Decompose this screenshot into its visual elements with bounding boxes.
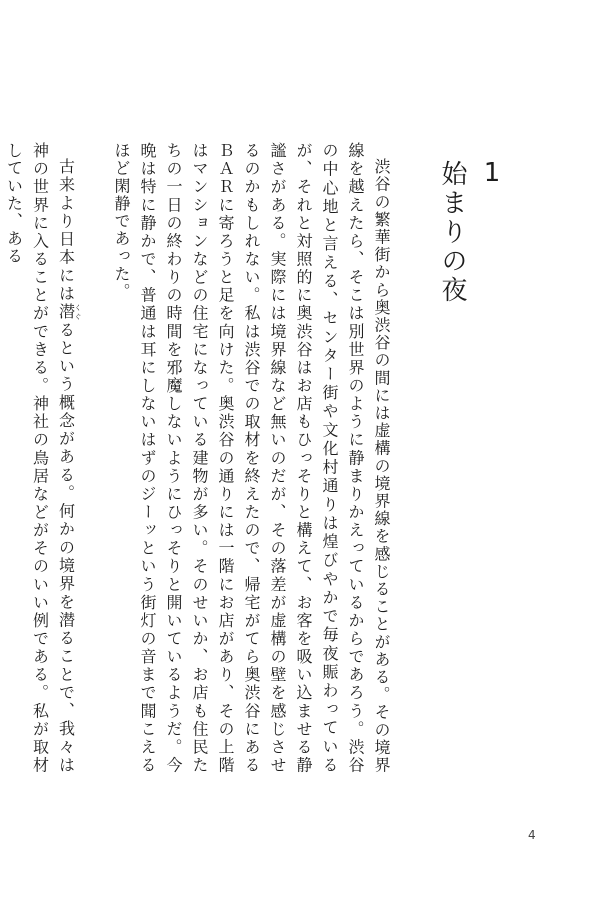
paragraph-2 (1, 142, 83, 774)
chapter-heading (432, 160, 512, 420)
paragraph-2-after: るという概念がある。何かの境界を潜ることで、我々は神の世界に入ることができる。神社の鳥居などがそのいい例である。私が取材していた、ある (4, 142, 76, 774)
paragraph-2-before: 古来より日本には (56, 158, 76, 304)
ruby-reading: くぐ (74, 303, 82, 321)
chapter-title: 始まりの夜 (437, 160, 467, 305)
page-number: 4 (528, 828, 536, 842)
chapter-number: 1 (483, 160, 501, 186)
paragraph-1: 渋谷の繁華街から奥渋谷の間には虚構の境界線を感じることがある。その境界線を越えたら、そこは別世界のように静まりかえっているからであろう。渋谷の中心地と言える、センター街や文化村通りは煌びやかで毎夜賑わっているが、それと対照的に奥渋谷はお店もひっそりと構えて、お客を吸い込ませる静謐さがある。実際には境界線など無いのだが、その落差が虚構の壁を感じさせるのかもしれない。私は渋谷での取材を終えたので、帰宅がてら奥渋谷にあるＢＡＲに寄ろうと足を向けた。奥渋谷の通りには一階にお店があり、その上階はマンションなどの住宅になっている建物が多い。そのせいか、お店も住民たちの一日の終わりの時間を邪魔しないようにひっそりと開いているようだ。今晩は特に静かで、普通は耳にしないはずのジーッという街灯の音まで聞こえるほど閑静であった。 (112, 142, 391, 774)
ruby-base: 潜 (56, 303, 76, 322)
body-text (1, 142, 395, 774)
ruby-kuguru (56, 303, 82, 322)
